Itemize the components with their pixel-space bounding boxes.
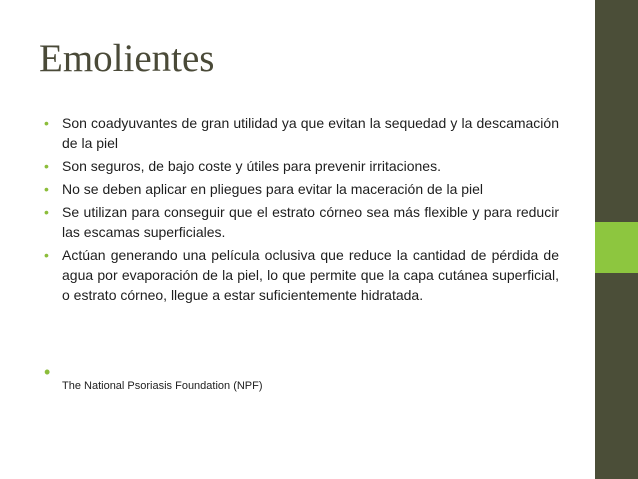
sidebar-decoration (595, 0, 638, 479)
slide-title: Emolientes (39, 37, 215, 80)
bullet-item (44, 113, 559, 153)
bullet-dot-icon: • (44, 204, 49, 220)
bullet-dot-icon: • (44, 181, 49, 197)
bullet-item (44, 245, 559, 305)
bullet-dot-icon: • (44, 158, 49, 174)
source-text: The National Psoriasis Foundation (NPF) (62, 380, 263, 392)
sidebar-accent-block (595, 222, 638, 273)
bullet-text: No se deben aplicar en pliegues para evitar la maceración de la piel (62, 181, 484, 197)
bullet-list (44, 113, 559, 308)
bullet-text: Son coadyuvantes de gran utilidad ya que evitan la sequedad y la descamación de la piel (62, 115, 559, 151)
bullet-dot-icon: • (44, 115, 49, 131)
bullet-text: Son seguros, de bajo coste y útiles para prevenir irritaciones. (62, 158, 441, 174)
bullet-dot-icon: • (44, 362, 51, 382)
bullet-text: Se utilizan para conseguir que el estrato córneo sea más flexible y para reducir las escamas superficiales. (62, 204, 559, 240)
bullet-text: Actúan generando una película oclusiva que reduce la cantidad de pérdida de agua por evaporación de la piel, lo que permite que la capa cutánea superficial, o estrato córneo, llegue a estar suficientemente hidratada. (62, 247, 559, 303)
bullet-item (44, 202, 559, 242)
bullet-item (44, 156, 559, 176)
bullet-dot-icon: • (44, 247, 49, 263)
bullet-item (44, 179, 559, 199)
